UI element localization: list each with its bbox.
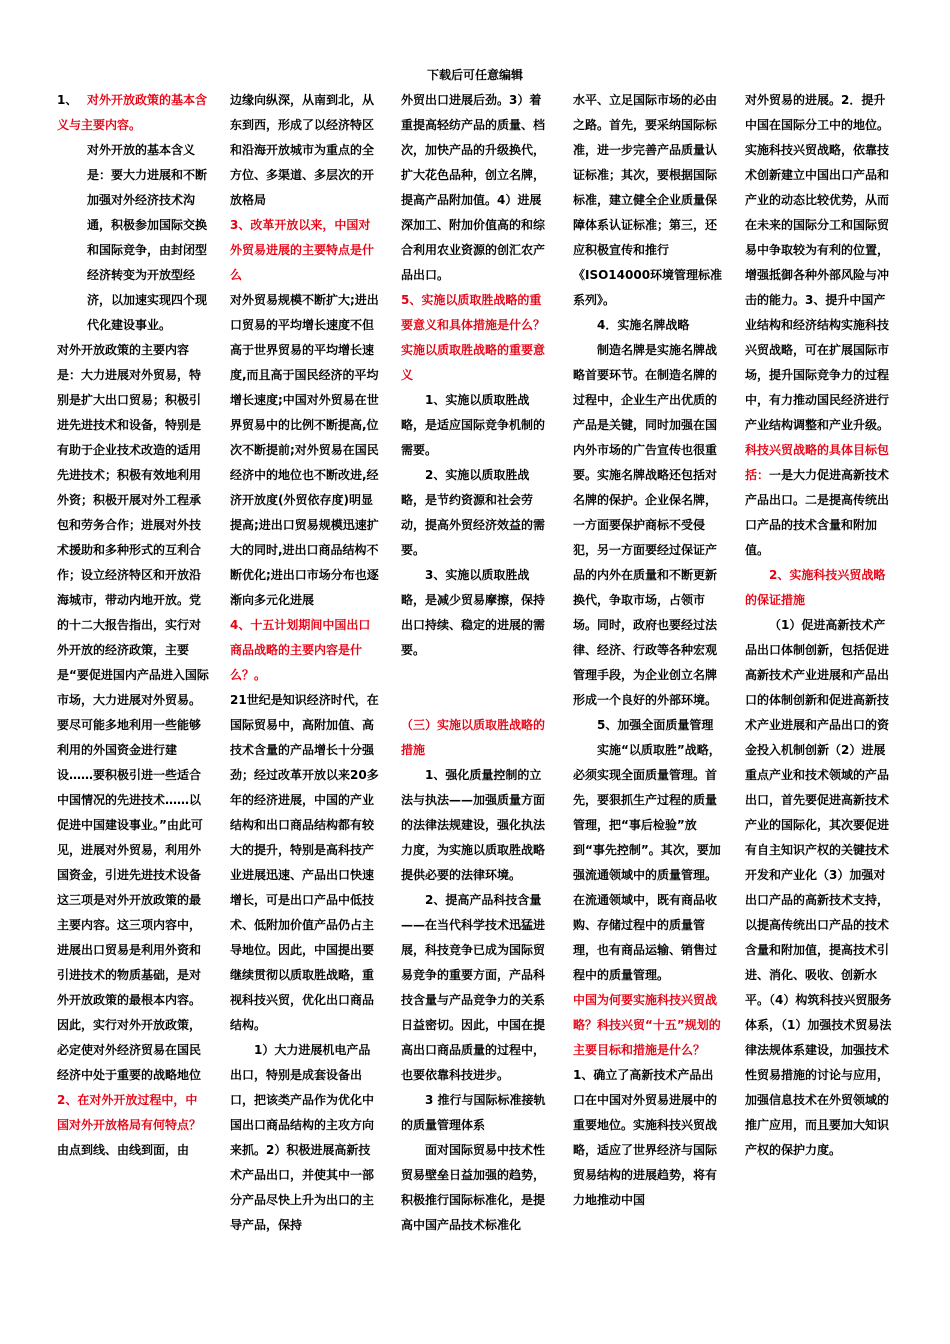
paragraph: 水平、立足国际市场的必由之路。首先，要采纳国际标准，进一步完善产品质量认证标准；其次，要根据国际标准，建立健全企业质量保障体系认证标准；第三，还应积极宣传和推行《ISO14000环境管理标准系列》。: [573, 93, 723, 307]
paragraph: [745, 438, 897, 563]
column-3: [401, 88, 551, 1238]
column-4: [573, 88, 723, 1213]
paragraph: 实施“以质取胜”战略，必须实现全面质量管理。首先，要狠抓生产过程的质量管理，把“事后检验”放到“事先控制”。其次，要加强流通领域中的质量管理。在流通领域中，既有商品收购、存储过程中的质量管理，也有商品运输、销售过程中的质量管理。: [573, 743, 721, 982]
subheading: 5、加强全面质量管理: [597, 718, 714, 732]
paragraph: 对外开放政策的主要内容是：大力进展对外贸易，特别是扩大出口贸易；积极引进先进技术和设备，特别是有助于企业技术改造的适用先进技术；积极有效地利用外资；积极开展对外工程承包和劳务合作；进展对外技术援助和多种形式的互利合作；设立经济特区和开放沿海城市，带动内地开放。党的十二大报告指出，实行对外开放的经济政策，主要是“要促进国内产品进入国际市场，大力进展对外贸易。要尽可能多地利用一些能够利用的外国资金进行建设……要积极引进一些适合中国情况的先进技术……以促进中国建设事业。”由此可见，进展对外贸易，利用外国资金，引进先进技术设备这三项是对外开放政策的最主要内容。这三项内容中，进展出口贸易是利用外资和引进技术的物质基础，是对外开放政策的最根本内容。因此，实行对外开放政策，必定使对外经济贸易在国民经济中处于重要的战略地位: [57, 343, 209, 1082]
paragraph: 制造名牌是实施名牌战略首要环节。在制造名牌的过程中，企业生产出优质的产品是关键，同时加强在国内外市场的广告宣传也很重要。实施名牌战略还包括对名牌的保护。企业保名牌，一方面要保护商标不受侵犯，另一方面要经过保证产品的内外在质量和不断更新换代，争取市场，占领市场。同时，政府也要经过法律、经济、行政等各种宏观管理手段，为企业创立名牌形成一个良好的外部环境。: [573, 343, 718, 707]
spacer: [401, 663, 551, 713]
subheading: 实施以质取胜战略的重要意义: [401, 343, 546, 382]
question-4-title: 4、十五计划期间中国出口商品战略的主要内容是什么？。: [230, 618, 371, 682]
column-5: [745, 88, 897, 1163]
paragraph: 3、实施以质取胜战略，是减少贸易摩擦，保持出口持续、稳定的进展的需要。: [401, 568, 546, 657]
paragraph: 对外贸易规模不断扩大;进出口贸易的平均增长速度不但高于世界贸易的平均增长速度,而且高于国民经济的平均增长速度;中国对外贸易在世界贸易中的比例不断提高,位次不断提前;对外贸易在国民经济中的地位也不断改进,经济开放度(外贸依存度)明显提高;进出口贸易规模迅速扩大的同时,进出口商品结构不断优化;进出口市场分布也逐渐向多元化进展: [230, 293, 379, 607]
paragraph: （1）促进高新技术产品出口体制创新，包括促进高新技术产业进展和产品出口的体制创新和促进高新技术产业进展和产品出口的资金投入机制创新（2）进展重点产业和技术领域的产品出口，首先要促进高新技术产业的国际化，其次要促进有自主知识产权的关键技术开发和产业化（3）加强对出口产品的高新技术支持，以提高传统出口产品的技术含量和附加值，提高技术引进、消化、吸收、创新水平。（4）构筑科技兴贸服务体系，（1）加强技术贸易法律法规体系建设，加强技术性贸易措施的讨论与应用，加强信息技术在外贸领域的推广应用，而且要加大知识产权的保护力度。: [745, 618, 892, 1157]
question-5-title: 5、实施以质取胜战略的重要意义和具体措施是什么？: [401, 293, 546, 332]
goal-text: 一是大力促进高新技术产品出口。二是提高传统出口产品的技术含量和附加值。: [745, 468, 890, 557]
goal-heading: 科技兴贸战略的具体目标包括：: [745, 443, 890, 482]
column-1: [57, 88, 209, 1163]
paragraph: 由点到线、由线到面，由: [57, 1143, 190, 1157]
question-2-title: 2、在对外开放过程中，中国对外开放格局有何特点？: [57, 1093, 202, 1132]
paragraph: 1、实施以质取胜战略，是适应国际竞争机制的需要。: [401, 393, 546, 457]
paragraph: 外贸出口进展后劲。3）着重提高轻纺产品的质量、档次，加快产品的升级换代，扩大花色品种，创立名牌，提高产品附加值。4）进展深加工、附加价值高的和综合利用农业资源的创汇农产品出口。: [401, 93, 546, 282]
paragraph: 3 推行与国际标准接轨的质量管理体系: [401, 1093, 546, 1132]
paragraph: 2、实施以质取胜战略，是节约资源和社会劳动，提高外贸经济效益的需要。: [401, 468, 546, 557]
paragraph: 对外开放的基本含义是：要大力进展和不断加强对外经济技术沟通，积极参加国际交换和国际竞争，由封闭型经济转变为开放型经济，以加速实现四个现代化建设事业。: [87, 143, 208, 332]
question-1-heading: [57, 88, 209, 138]
paragraph: 2、提高产品科技含量——在当代科学技术迅猛进展，科技竞争已成为国际贸易竞争的重要方面，产品科技含量与产品竞争力的关系日益密切。因此，中国在提高出口商品质量的过程中，也要依靠科技进步。: [401, 893, 546, 1082]
paragraph: 面对国际贸易中技术性贸易壁垒日益加强的趋势，积极推行国际标准化，是提高中国产品技术标准化: [401, 1143, 546, 1232]
column-2: [230, 88, 380, 1238]
page-header: 下载后可任意编辑: [426, 68, 523, 82]
paragraph: 21世纪是知识经济时代，在国际贸易中，高附加值、高技术含量的产品增长十分强劲；经过改革开放以来20多年的经济进展，中国的产业结构和出口商品结构都有较大的提升，特别是高科技产业进展迅速、产品出口快速增长，可是出口产品中低技术、低附加价值产品仍占主导地位。因此，中国提出要继续贯彻以质取胜战略，重视科技兴贸，优化出口商品结构。: [230, 693, 379, 1032]
question-3-title: 3、改革开放以来，中国对外贸易进展的主要特点是什么: [230, 218, 375, 282]
subheading: （三）实施以质取胜战略的措施: [401, 718, 546, 757]
question-6-title: 中国为何要实施科技兴贸战略？科技兴贸“十五”规划的主要目标和措施是什么？: [573, 993, 721, 1057]
paragraph: 1、确立了高新技术产品出口在中国对外贸易进展中的重要地位。实施科技兴贸战略，适应了世界经济与国际贸易结构的进展趋势，将有力地推动中国: [573, 1068, 718, 1207]
paragraph: 对外贸易的进展。2．提升中国在国际分工中的地位。实施科技兴贸战略，依靠技术创新建立中国出口产品和产业的动态比较优势，从而在未来的国际分工和国际贸易中争取较为有利的位置，增强抵御各种外部风险与冲击的能力。3、提升中国产业结构和经济结构实施科技兴贸战略，可在扩展国际市场，提升国际竞争力的过程中，有力推动国民经济进行产业结构调整和产业升级。: [745, 93, 890, 432]
subheading: 4．实施名牌战略: [597, 318, 690, 332]
question-number: 1、: [57, 93, 78, 107]
measures-heading: 2、实施科技兴贸战略的保证措施: [745, 568, 886, 607]
paragraph: 1、强化质量控制的立法与执法——加强质量方面的法律法规建设，强化执法力度，为实施以质取胜战略提供必要的法律环境。: [401, 768, 546, 882]
paragraph: 1）大力进展机电产品出口，特别是成套设备出口，把该类产品作为优化中国出口商品结构的主攻方向来抓。2）积极进展高新技术产品出口，并使其中一部分产品尽快上升为出口的主导产品，保持: [230, 1043, 375, 1232]
paragraph: 边缘向纵深，从南到北，从东到西，形成了以经济特区和沿海开放城市为重点的全方位、多渠道、多层次的开放格局: [230, 93, 375, 207]
question-1-title: 对外开放政策的基本含义与主要内容。: [57, 93, 208, 132]
